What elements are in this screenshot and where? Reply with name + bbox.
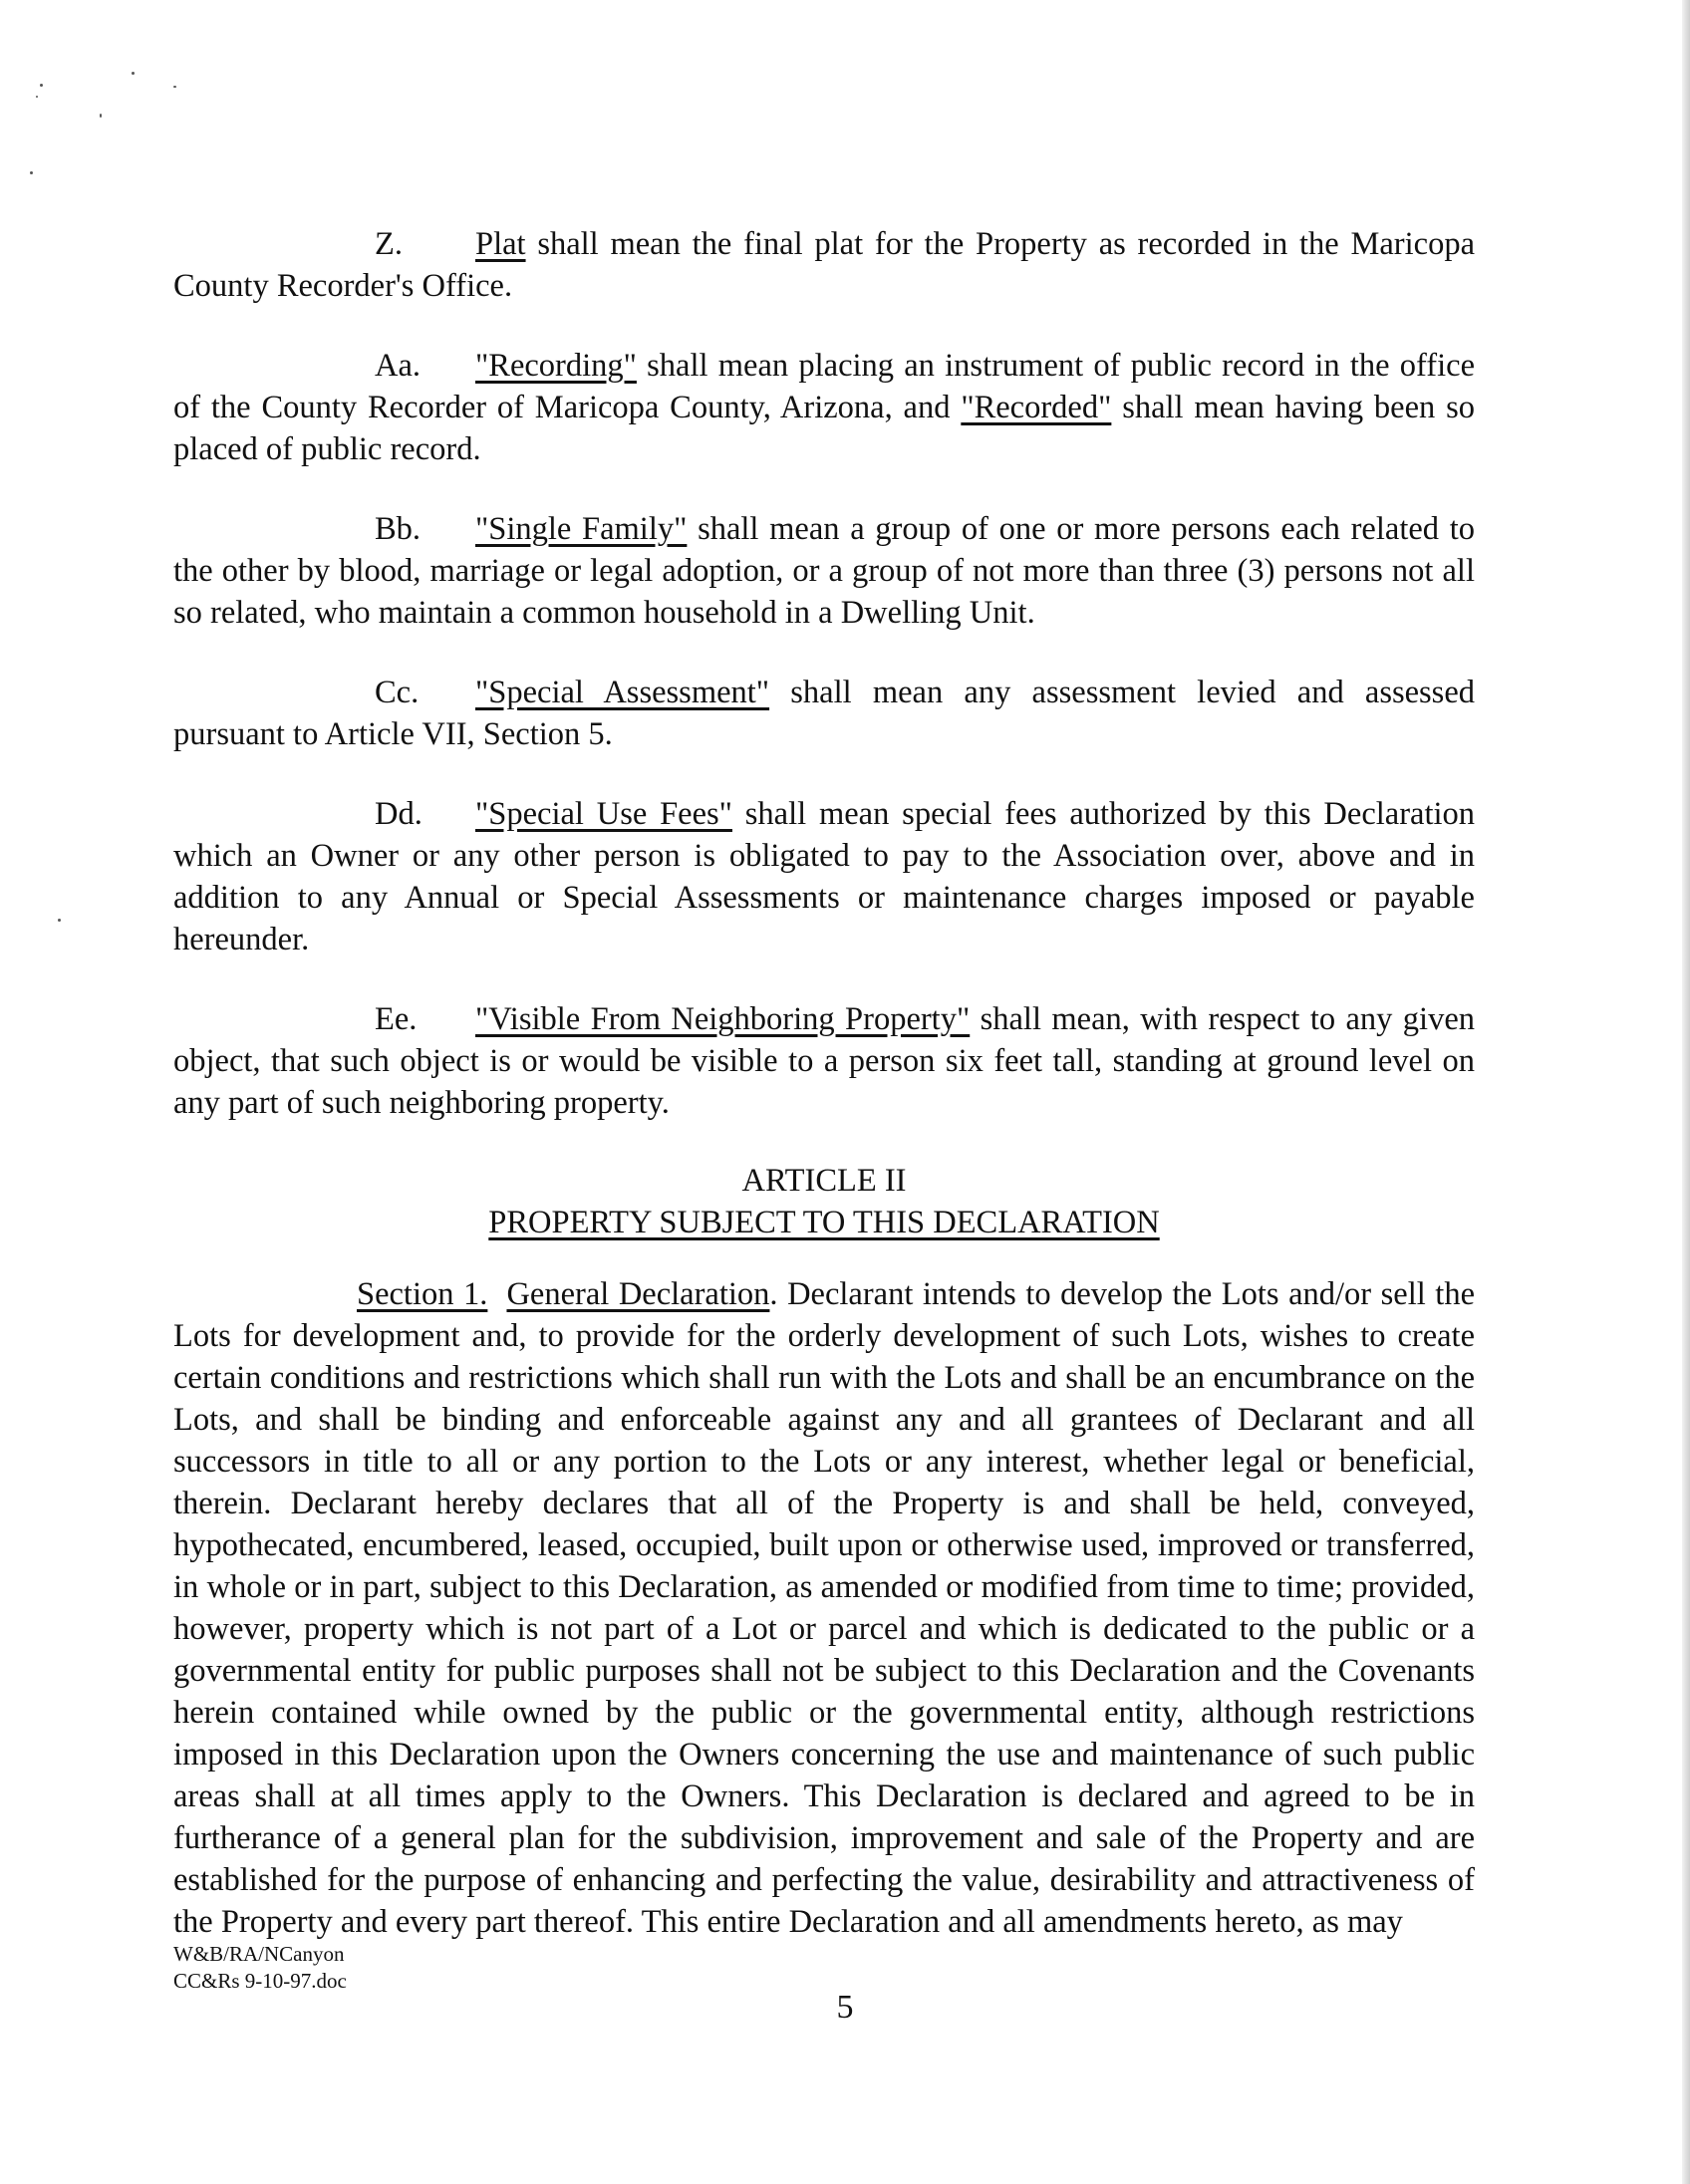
definition-cc [173,672,1475,755]
definition-dd [173,793,1475,960]
page-number: 5 [836,1989,854,2026]
definition-ee [173,998,1475,1124]
article-number: ARTICLE II [741,1163,907,1199]
definition-aa [173,345,1475,470]
definition-label: Dd. [375,796,422,832]
definition-text: shall mean special fees authorized by this Declaration which an Owner or any other person is obligated to pay to the Association over, above and in addition to any Annual or Special Assessments or maintenance charges imposed or payable hereunder. [173,796,1476,957]
section-paragraph [173,1273,1475,1943]
definition-term: "Special Use Fees" [475,796,732,832]
document-body [173,223,1475,1981]
definition-term: Plat [475,226,526,262]
section-title: General Declaration [506,1276,770,1312]
definition-bb [173,508,1475,634]
scan-speck [58,919,61,922]
definition-label: Ee. [375,1001,418,1037]
definition-text: shall mean the final plat for the Property as recorded in the Maricopa County Recorder's Office. [173,226,1475,304]
definition-term: "Visible From Neighboring Property" [475,1001,971,1037]
scan-speck [132,72,135,75]
definition-term-secondary: "Recorded" [961,390,1112,425]
scan-speck [36,96,38,98]
definition-label: Cc. [375,675,420,710]
scan-speck [173,86,176,88]
section-text: . Declarant intends to develop the Lots and/or sell the Lots for development and, to provide for the orderly development of such Lots, wishes to create certain conditions and restrictions which shall run with the Lots and shall be an encumbrance on the Lots, and shall be binding and enforceable against any and all grantees of Declarant and all successors in title to all or any portion to the Lots or any interest, whether legal or beneficial, therein. Declarant hereby declares that all of the Property is and shall be held, conveyed, hypothecated, encumbered, leased, occupied, built upon or otherwise used, improved or transferred, in whole or in part, subject to this Declaration, as amended or modified from time to time; provided, however, property which is not part of a Lot or parcel and which is dedicated to the public or a governmental entity for public purposes shall not be subject to this Declaration and the Covenants herein contained while owned by the public or the governmental entity, although restrictions imposed in this Declaration upon the Owners concerning the use and maintenance of such public areas shall at all times apply to the Owners. This Declaration is declared and agreed to be in furtherance of a general plan for the subdivision, improvement and sale of the Property and are established for the purpose of enhancing and perfecting the value, desirability and attractiveness of the Property and every part thereof. This entire Declaration and all amendments hereto, as may [173,1276,1475,1940]
scan-speck [40,84,43,87]
footer-doc-code: W&B/RA/NCanyon [173,1942,345,1966]
section-number: Section 1. [357,1276,488,1312]
footer-filename: CC&Rs 9-10-97.doc [173,1969,347,1993]
definition-term: "Recording" [475,348,637,384]
definition-term: "Special Assessment" [475,675,770,710]
document-footer [173,1941,347,1995]
scan-speck [100,114,102,118]
definition-text: shall mean any assessment levied and assessed pursuant to Article VII, Section 5. [173,675,1476,752]
definition-text: shall mean having been so placed of public record. [173,390,1475,467]
article-heading [173,1160,1475,1243]
definition-text: shall mean, with respect to any given object, that such object is or would be visible to a person six feet tall, standing at ground level on any part of such neighboring property. [173,1001,1475,1121]
definition-label: Aa. [375,348,422,384]
definition-text: shall mean placing an instrument of public record in the office of the County Recorder of Maricopa County, Arizona, and [173,348,1475,425]
definition-z [173,223,1475,307]
definition-label: Bb. [375,511,422,547]
scan-edge-shadow [1682,0,1690,2184]
article-title: PROPERTY SUBJECT TO THIS DECLARATION [488,1205,1160,1240]
scan-speck [30,171,33,174]
definition-label: Z. [375,226,403,262]
definition-term: "Single Family" [475,511,688,547]
definition-text: shall mean a group of one or more persons each related to the other by blood, marriage or legal adoption, or a group of not more than three (3) persons not all so related, who maintain a common household in a Dwelling Unit. [173,511,1475,631]
